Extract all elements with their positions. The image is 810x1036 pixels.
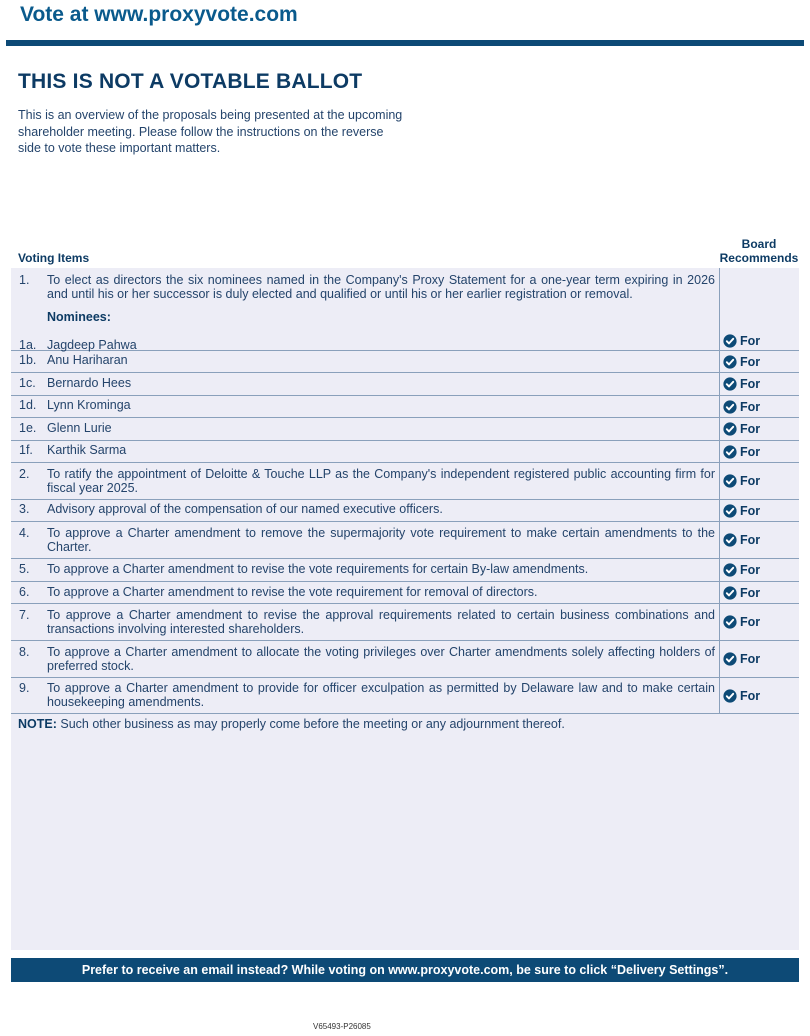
check-circle-icon bbox=[723, 355, 737, 369]
check-circle-icon bbox=[723, 474, 737, 488]
item-text: Anu Hariharan bbox=[47, 353, 128, 367]
check-circle-icon bbox=[723, 422, 737, 436]
check-circle-icon bbox=[723, 615, 737, 629]
header-rule bbox=[6, 40, 804, 46]
recommendation-label: For bbox=[740, 377, 761, 391]
recommendation-label: For bbox=[740, 586, 761, 600]
recommendation-label: For bbox=[740, 504, 761, 518]
check-circle-icon bbox=[723, 689, 737, 703]
item-text: Lynn Krominga bbox=[47, 398, 131, 412]
recommendation-label: For bbox=[740, 689, 761, 703]
item-text: Glenn Lurie bbox=[47, 421, 112, 435]
voting-item-row bbox=[11, 396, 799, 418]
board-heading-line1: Board bbox=[741, 237, 777, 251]
board-recommendation bbox=[723, 474, 760, 488]
voting-item-row bbox=[11, 441, 799, 463]
item-text: To approve a Charter amendment to revise the approval requirements related to certain business combinations and transactions involving interested shareholders. bbox=[47, 608, 715, 636]
board-recommendation bbox=[723, 400, 760, 414]
recommendation-label: For bbox=[740, 533, 761, 547]
recommendation-label: For bbox=[740, 445, 761, 459]
voting-item-row bbox=[11, 604, 799, 641]
check-circle-icon bbox=[723, 586, 737, 600]
board-recommendation bbox=[723, 355, 760, 369]
board-recommendation bbox=[723, 563, 760, 577]
item-text: Karthik Sarma bbox=[47, 443, 127, 457]
document-code: V65493-P26085 bbox=[313, 1022, 371, 1031]
item-number: 1c. bbox=[19, 376, 36, 390]
item-number: 1e. bbox=[19, 421, 37, 435]
footer-banner: Prefer to receive an email instead? While voting on www.proxyvote.com, be sure to click “Delivery Settings”. bbox=[11, 958, 799, 982]
item-number: 8. bbox=[19, 645, 30, 659]
board-recommendation bbox=[723, 334, 760, 348]
recommendation-label: For bbox=[740, 422, 761, 436]
item-text: Advisory approval of the compensation of our named executive officers. bbox=[47, 502, 443, 516]
item-number: 1a. bbox=[19, 338, 37, 352]
note-label: NOTE: bbox=[18, 717, 57, 731]
voting-item-row bbox=[11, 582, 799, 604]
check-circle-icon bbox=[723, 652, 737, 666]
check-circle-icon bbox=[723, 334, 737, 348]
item-text: To approve a Charter amendment to allocate the voting privileges over Charter amendments solely affecting holders of preferred stock. bbox=[47, 645, 715, 673]
recommendation-label: For bbox=[740, 615, 761, 629]
item-text: To approve a Charter amendment to remove the supermajority vote requirement to make certain amendments to the Charter. bbox=[47, 526, 715, 554]
item-number: 9. bbox=[19, 681, 30, 695]
board-recommendation bbox=[723, 689, 760, 703]
recommendation-label: For bbox=[740, 652, 761, 666]
recommendation-label: For bbox=[740, 355, 761, 369]
item-text: Jagdeep Pahwa bbox=[47, 338, 137, 352]
voting-item-row bbox=[11, 331, 799, 351]
ballot-title: THIS IS NOT A VOTABLE BALLOT bbox=[18, 70, 363, 93]
board-recommends-heading bbox=[716, 238, 802, 265]
item-number: 5. bbox=[19, 562, 30, 576]
board-recommendation bbox=[723, 377, 760, 391]
item-text: Bernardo Hees bbox=[47, 376, 132, 390]
item-text: To approve a Charter amendment to revise the vote requirement for removal of directors. bbox=[47, 585, 538, 599]
recommendation-label: For bbox=[740, 474, 761, 488]
item-text: To approve a Charter amendment to provide for officer exculpation as permitted by Delaware law and to make certain housekeeping amendments. bbox=[47, 681, 715, 709]
header-title: Vote at www.proxyvote.com bbox=[20, 3, 298, 26]
intro-text: This is an overview of the proposals being presented at the upcoming shareholder meeting. Please follow the instructions on the reverse side to vote these important matters. bbox=[18, 108, 403, 155]
board-recommendation bbox=[723, 422, 760, 436]
item-number: 1f. bbox=[19, 443, 33, 457]
item-number: 3. bbox=[19, 502, 30, 516]
check-circle-icon bbox=[723, 400, 737, 414]
item-number: 2. bbox=[19, 467, 30, 481]
check-circle-icon bbox=[723, 504, 737, 518]
board-recommendation bbox=[723, 533, 760, 547]
item-number: 4. bbox=[19, 526, 30, 540]
note-text: Such other business as may properly come before the meeting or any adjournment thereof. bbox=[60, 717, 565, 731]
item-number: 6. bbox=[19, 585, 30, 599]
board-recommendation bbox=[723, 445, 760, 459]
item-number: 1d. bbox=[19, 398, 37, 412]
check-circle-icon bbox=[723, 377, 737, 391]
voting-item-row bbox=[11, 351, 799, 373]
item-text: To approve a Charter amendment to revise the vote requirements for certain By-law amendments. bbox=[47, 562, 589, 576]
board-recommendation bbox=[723, 652, 760, 666]
voting-item-row bbox=[11, 463, 799, 500]
voting-item-row bbox=[11, 500, 799, 522]
voting-item-row bbox=[11, 641, 799, 678]
voting-items-heading: Voting Items bbox=[18, 251, 90, 265]
check-circle-icon bbox=[723, 563, 737, 577]
item-number: 7. bbox=[19, 608, 30, 622]
proposal-number: 1. bbox=[19, 273, 30, 287]
item-number: 1b. bbox=[19, 353, 37, 367]
recommendation-label: For bbox=[740, 563, 761, 577]
board-recommendation bbox=[723, 615, 760, 629]
item-text: To ratify the appointment of Deloitte & Touche LLP as the Company's independent registered public accounting firm for fiscal year 2025. bbox=[47, 467, 715, 495]
proposal-text: To elect as directors the six nominees named in the Company's Proxy Statement for a one-year term expiring in 2026 and until his or her successor is duly elected and qualified or until his or her earlier registration or removal. bbox=[47, 273, 715, 301]
voting-item-row bbox=[11, 373, 799, 396]
voting-item-row bbox=[11, 678, 799, 714]
voting-item-row bbox=[11, 522, 799, 559]
note bbox=[18, 717, 565, 731]
recommendation-label: For bbox=[740, 400, 761, 414]
board-recommendation bbox=[723, 586, 760, 600]
check-circle-icon bbox=[723, 445, 737, 459]
nominees-label: Nominees: bbox=[47, 310, 111, 324]
recommendation-label: For bbox=[740, 334, 761, 348]
board-recommendation bbox=[723, 504, 760, 518]
check-circle-icon bbox=[723, 533, 737, 547]
voting-item-row bbox=[11, 418, 799, 441]
board-heading-line2: Recommends bbox=[719, 250, 799, 265]
voting-item-row bbox=[11, 559, 799, 582]
